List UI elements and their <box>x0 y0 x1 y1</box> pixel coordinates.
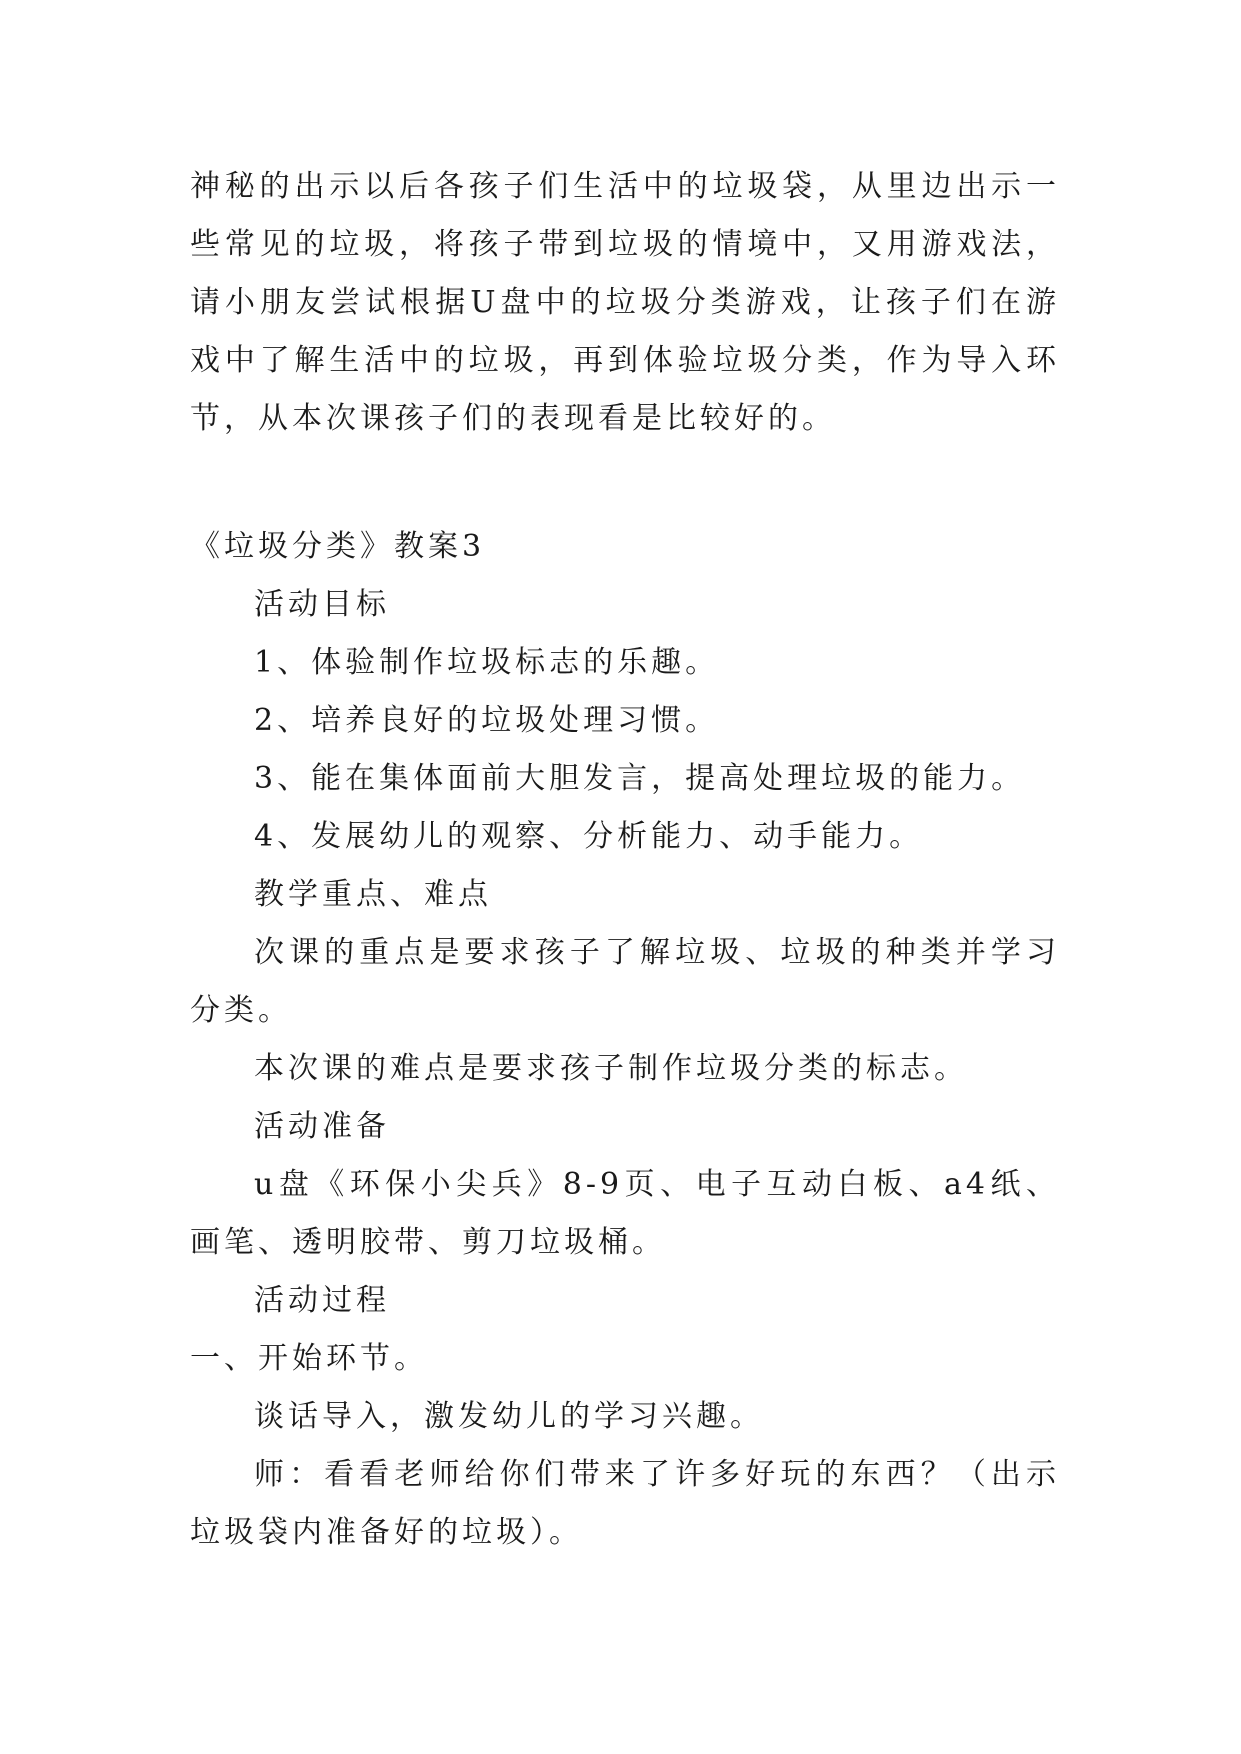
section-spacer <box>190 448 1060 518</box>
goal-item-3: 3、能在集体面前大胆发言，提高处理垃圾的能力。 <box>254 761 1026 796</box>
goal-item-1: 1、体验制作垃圾标志的乐趣。 <box>254 645 720 680</box>
heading-process: 活动过程 <box>254 1283 390 1318</box>
preparation-paragraph: u盘《环保小尖兵》8-9页、电子互动白板、a4纸、画笔、透明胶带、剪刀垃圾桶。 <box>190 1167 1060 1260</box>
key-point-paragraph: 次课的重点是要求孩子了解垃圾、垃圾的种类并学习分类。 <box>190 935 1060 1028</box>
step-one-line-1: 谈话导入，激发幼儿的学习兴趣。 <box>254 1399 764 1434</box>
document-page <box>190 158 1060 1562</box>
goal-item-2: 2、培养良好的垃圾处理习惯。 <box>254 703 720 738</box>
difficulty-paragraph: 本次课的难点是要求孩子制作垃圾分类的标志。 <box>254 1051 968 1086</box>
intro-paragraph: 神秘的出示以后各孩子们生活中的垃圾袋，从里边出示一些常见的垃圾，将孩子带到垃圾的情境中，又用游戏法，请小朋友尝试根据U盘中的垃圾分类游戏，让孩子们在游戏中了解生活中的垃圾，再到体验垃圾分类，作为导入环节，从本次课孩子们的表现看是比较好的。 <box>190 169 1060 436</box>
section-title: 《垃圾分类》教案3 <box>190 529 486 564</box>
step-one-line-2: 师：看看老师给你们带来了许多好玩的东西？（出示垃圾袋内准备好的垃圾）。 <box>190 1457 1060 1550</box>
heading-key-points: 教学重点、难点 <box>254 877 492 912</box>
heading-preparation: 活动准备 <box>254 1109 390 1144</box>
heading-activity-goals: 活动目标 <box>254 587 390 622</box>
goal-item-4: 4、发展幼儿的观察、分析能力、动手能力。 <box>254 819 924 854</box>
step-one-heading: 一、开始环节。 <box>190 1341 428 1376</box>
